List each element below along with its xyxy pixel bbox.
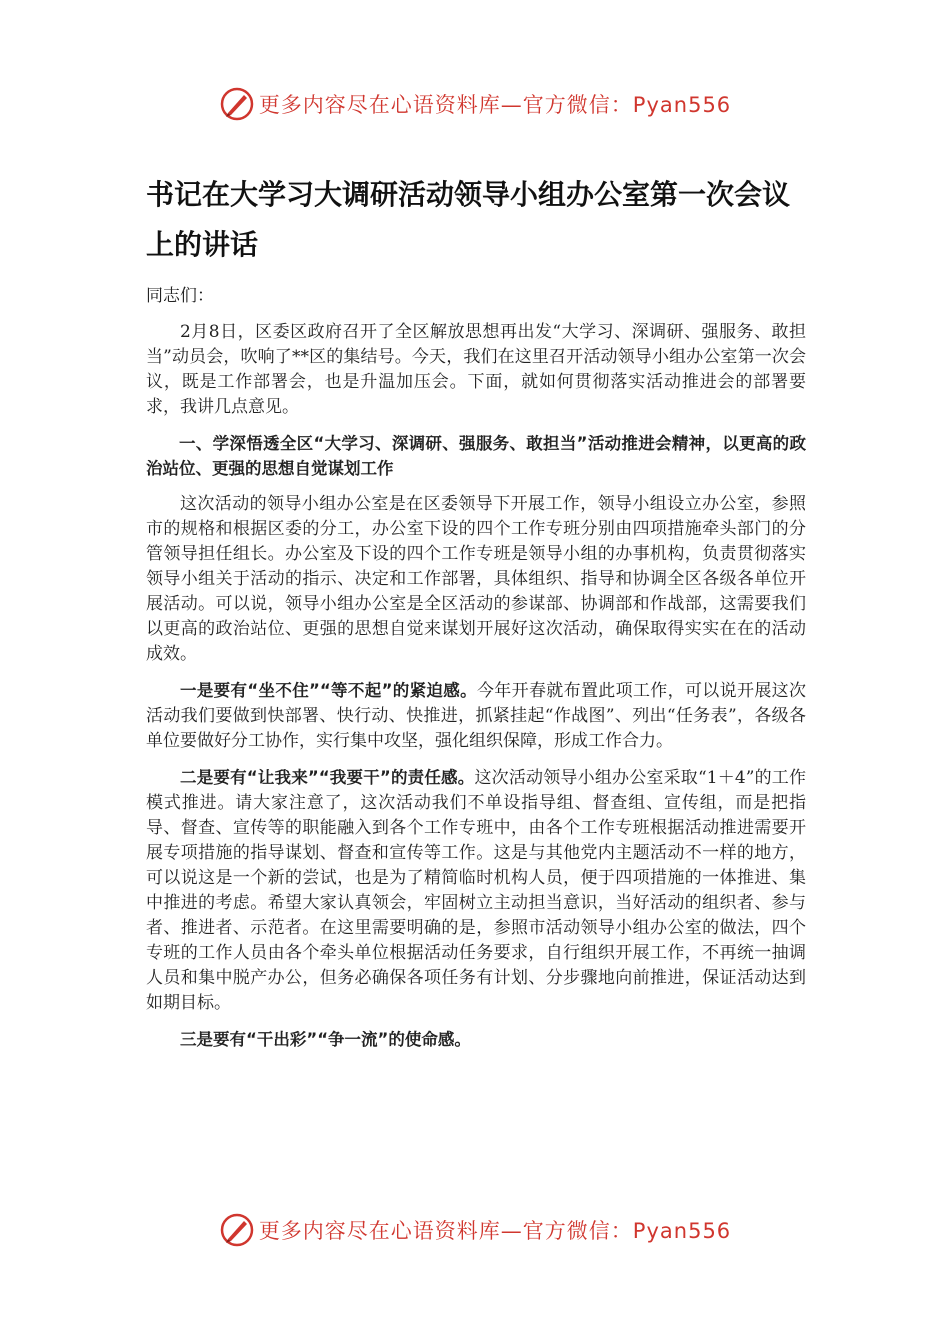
paragraph-point-3 [146, 1027, 806, 1053]
section-heading-1: 一、学深悟透全区“大学习、深调研、强服务、敢担当”活动推进会精神，以更高的政治站位、更强的思想自觉谋划工作 [146, 434, 806, 478]
paragraph-point-2 [146, 765, 806, 1016]
pen-logo-icon [219, 86, 255, 122]
paragraph-office: 这次活动的领导小组办公室是在区委领导下开展工作，领导小组设立办公室，参照市的规格和根据区委的分工，办公室下设的四个工作专班分别由四项措施牵头部门的分管领导担任组长。办公室及下设的四个工作专班是领导小组的办事机构，负责贯彻落实领导小组关于活动的指示、决定和工作部署，具体组织、指导和协调全区各级各单位开展活动。可以说，领导小组办公室是全区活动的参谋部、协调部和作战部，这需要我们以更高的政治站位、更强的思想自觉来谋划开展好这次活动，确保取得实实在在的活动成效。 [146, 494, 806, 664]
greeting: 同志们： [146, 286, 214, 306]
banner-text: 更多内容尽在心语资料库—官方微信：Pyan556 [258, 1219, 732, 1243]
document-body [146, 320, 806, 1064]
footer-banner [0, 1208, 950, 1252]
paragraph-intro: 2月8日，区委区政府召开了全区解放思想再出发“大学习、深调研、强服务、敢担当”动员会，吹响了**区的集结号。今天，我们在这里召开活动领导小组办公室第一次会议，既是工作部署会，也是升温加压会。下面，就如何贯彻落实活动推进会的部署要求，我讲几点意见。 [146, 322, 806, 417]
paragraph-point-1 [146, 678, 806, 754]
point-2-text: 这次活动领导小组办公室采取“1＋4”的工作模式推进。请大家注意了，这次活动我们不单设指导组、督查组、宣传组，而是把指导、督查、宣传等的职能融入到各个工作专班中，由各个工作专班根据活动推进需要开展专项措施的指导谋划、督查和宣传等工作。这是与其他党内主题活动不一样的地方，可以说这是一个新的尝试，也是为了精简临时机构人员，便于四项措施的一体推进、集中推进的考虑。希望大家认真领会，牢固树立主动担当意识，当好活动的组织者、参与者、推进者、示范者。在这里需要明确的是，参照市活动领导小组办公室的做法，四个专班的工作人员由各个牵头单位根据活动任务要求，自行组织开展工作，不再统一抽调人员和集中脱产办公，但务必确保各项任务有计划、分步骤地向前推进，保证活动达到如期目标。 [146, 768, 806, 1013]
banner-text: 更多内容尽在心语资料库—官方微信：Pyan556 [258, 93, 732, 117]
point-3-heading: 三是要有“干出彩”“争一流”的使命感。 [180, 1030, 471, 1049]
pen-logo-icon [219, 1212, 255, 1248]
document-title: 书记在大学习大调研活动领导小组办公室第一次会议上的讲话 [146, 178, 791, 261]
header-banner [0, 82, 950, 126]
point-1-text: 今年开春就布置此项工作，可以说开展这次活动我们要做到快部署、快行动、快推进，抓紧挂起“作战图”、列出“任务表”，各级各单位要做好分工协作，实行集中攻坚，强化组织保障，形成工作合力。 [146, 681, 806, 751]
point-2-heading: 二是要有“让我来”“我要干”的责任感。 [180, 768, 475, 787]
point-1-heading: 一是要有“坐不住”“等不起”的紧迫感。 [180, 681, 477, 700]
